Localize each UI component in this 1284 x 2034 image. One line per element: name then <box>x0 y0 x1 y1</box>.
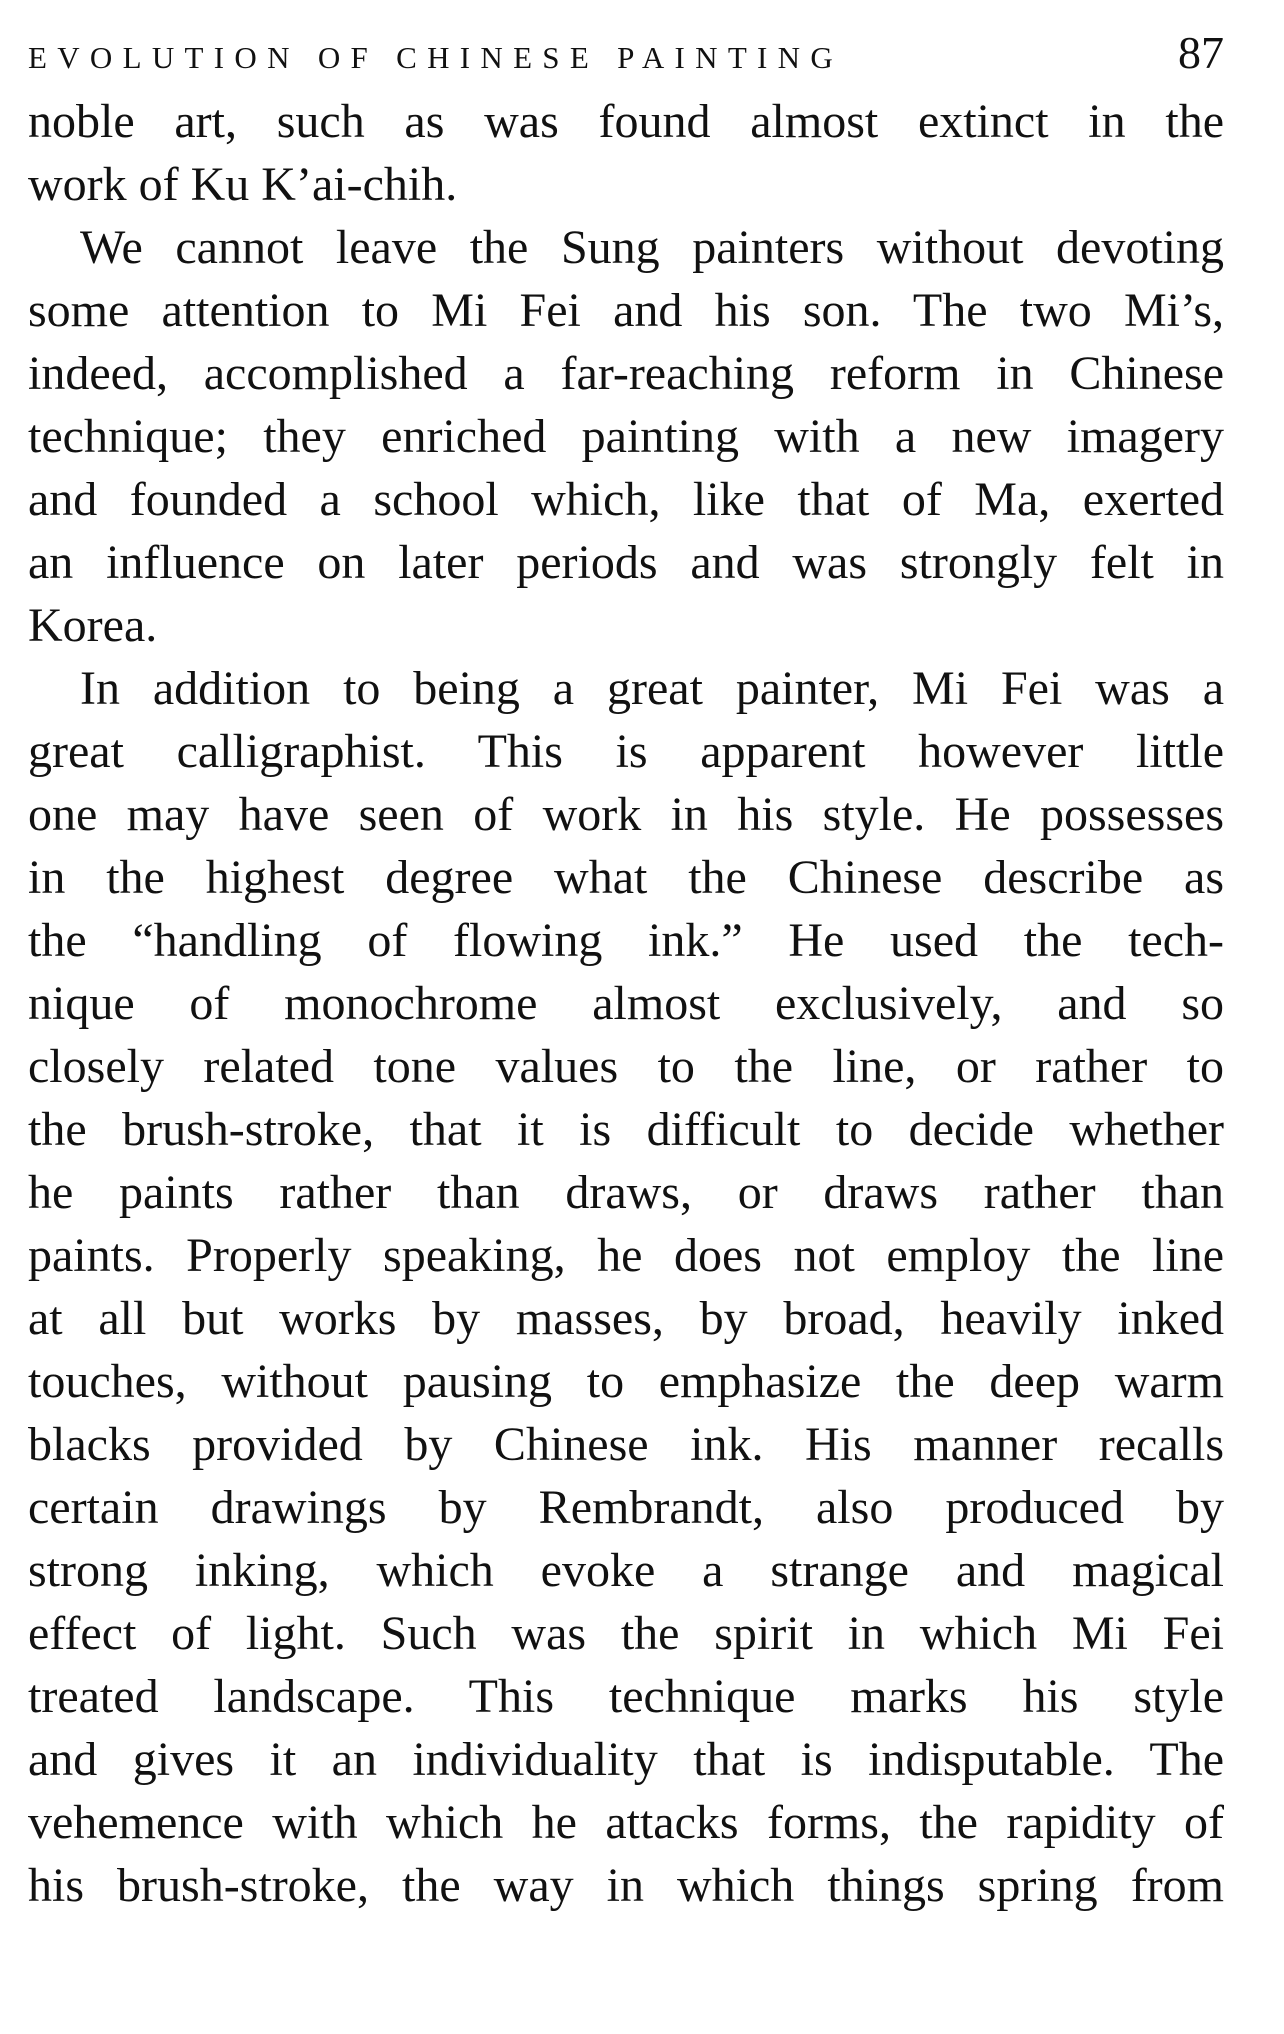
text-line: and founded a school which, like that of Ma, exerted <box>28 473 1224 526</box>
text-line: noble art, such as was found almost extinct in the <box>28 95 1224 148</box>
text-line: vehemence with which he attacks forms, the rapidity of <box>28 1796 1224 1849</box>
text-line: Korea. <box>28 599 158 652</box>
text-line: touches, without pausing to emphasize the deep warm <box>28 1355 1224 1408</box>
text-line: We cannot leave the Sung painters without devoting <box>80 221 1224 274</box>
text-line: he paints rather than draws, or draws rather than <box>28 1166 1224 1219</box>
text-line: work of Ku K’ai-chih. <box>28 158 458 211</box>
text-line: and gives it an individuality that is indisputable. The <box>28 1733 1224 1786</box>
text-line: indeed, accomplished a far-reaching reform in Chinese <box>28 347 1224 400</box>
text-line: strong inking, which evoke a strange and magical <box>28 1544 1224 1597</box>
text-line: at all but works by masses, by broad, heavily inked <box>28 1292 1224 1345</box>
text-line: In addition to being a great painter, Mi Fei was a <box>80 662 1224 715</box>
text-line: nique of monochrome almost exclusively, and so <box>28 977 1224 1030</box>
book-page <box>28 27 1224 1917</box>
text-line: in the highest degree what the Chinese describe as <box>28 851 1224 904</box>
body-text <box>28 90 1224 1917</box>
text-line: his brush-stroke, the way in which things spring from <box>28 1859 1224 1912</box>
text-line: effect of light. Such was the spirit in which Mi Fei <box>28 1607 1224 1660</box>
page-number: 87 <box>1178 27 1224 78</box>
running-head <box>28 27 1224 86</box>
text-line: blacks provided by Chinese ink. His manner recalls <box>28 1418 1224 1471</box>
text-line: paints. Properly speaking, he does not employ the line <box>28 1229 1224 1282</box>
text-line: closely related tone values to the line, or rather to <box>28 1040 1224 1093</box>
running-title: EVOLUTION OF CHINESE PAINTING <box>28 40 844 75</box>
text-line: certain drawings by Rembrandt, also produced by <box>28 1481 1224 1534</box>
text-line: some attention to Mi Fei and his son. The two Mi’s, <box>28 284 1224 337</box>
text-line: the brush-stroke, that it is difficult to decide whether <box>28 1103 1224 1156</box>
text-line: technique; they enriched painting with a new imagery <box>28 410 1224 463</box>
text-line: treated landscape. This technique marks his style <box>28 1670 1224 1723</box>
text-line: an influence on later periods and was strongly felt in <box>28 536 1224 589</box>
text-line: great calligraphist. This is apparent however little <box>28 725 1224 778</box>
text-line: one may have seen of work in his style. He possesses <box>28 788 1224 841</box>
text-line: the “handling of flowing ink.” He used the tech- <box>28 914 1224 967</box>
